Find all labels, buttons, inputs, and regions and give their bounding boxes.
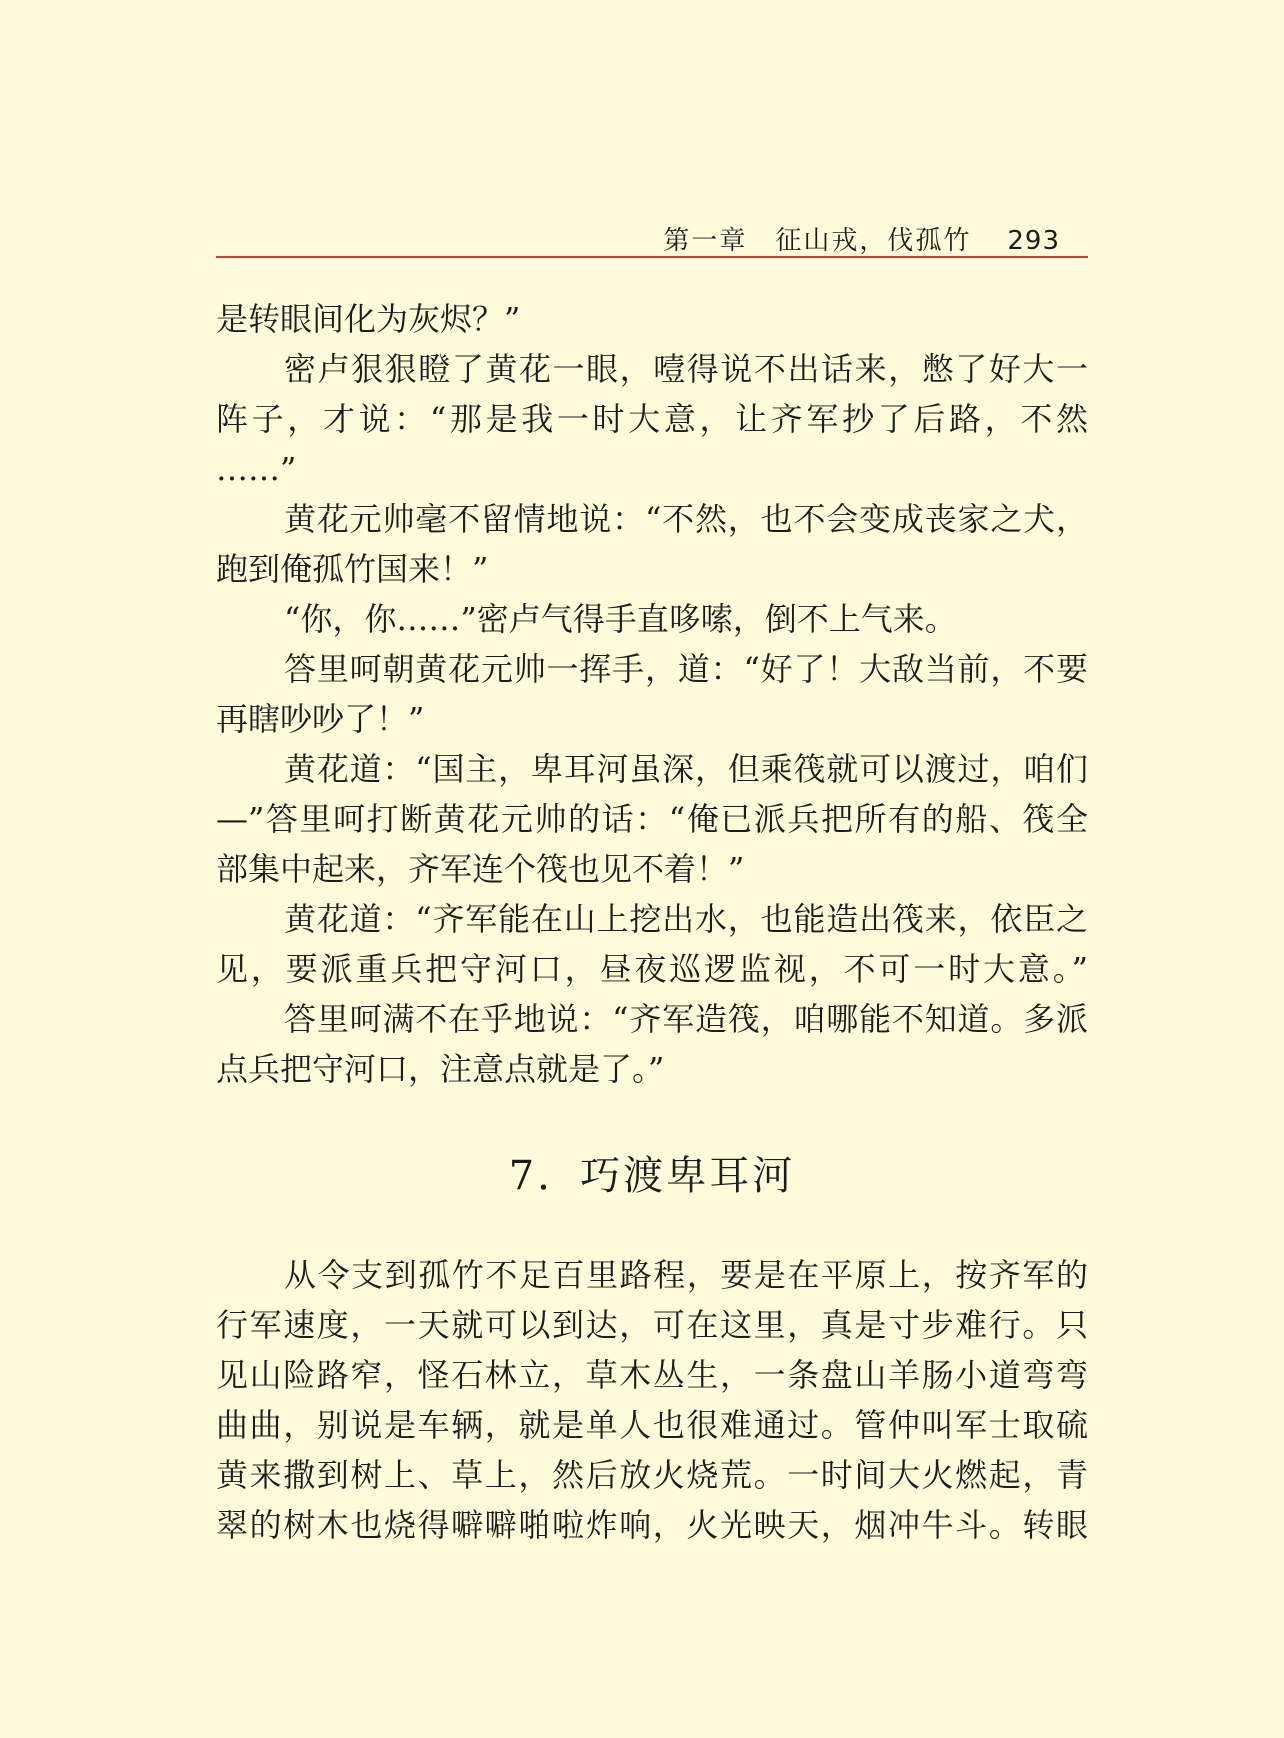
body-text-bottom xyxy=(216,1250,1088,1550)
text-line: 点兵把守河口，注意点就是了。” xyxy=(216,1050,665,1088)
text-line: 再瞎吵吵了！” xyxy=(216,700,425,738)
text-line: 部集中起来，齐军连个筏也见不着！” xyxy=(216,850,745,888)
header-text xyxy=(663,220,1060,257)
text-line: 答里呵朝黄花元帅一挥手，道：“好了！大敌当前，不要 xyxy=(284,650,1088,688)
text-line: 黄来撒到树上、草上，然后放火烧荒。一时间大火燃起，青 xyxy=(216,1456,1088,1494)
page-number: 293 xyxy=(1007,226,1060,256)
text-line: 见山险路窄，怪石林立，草木丛生，一条盘山羊肠小道弯弯 xyxy=(216,1356,1088,1394)
chapter-title: 第一章 征山戎，伐孤竹 xyxy=(663,226,972,256)
text-line: ……” xyxy=(216,450,297,488)
text-line: 答里呵满不在乎地说：“齐军造筏，咱哪能不知道。多派 xyxy=(284,1000,1088,1038)
text-line: 阵子，才说：“那是我一时大意，让齐军抄了后路，不然 xyxy=(216,400,1088,438)
text-line: 是转眼间化为灰烬？” xyxy=(216,300,521,338)
text-line: 翠的树木也烧得噼噼啪啦炸响，火光映天，烟冲牛斗。转眼 xyxy=(216,1506,1088,1544)
text-line: —”答里呵打断黄花元帅的话：“俺已派兵把所有的船、筏全 xyxy=(216,800,1088,838)
running-header xyxy=(216,214,1088,258)
text-line: “你，你……”密卢气得手直哆嗦，倒不上气来。 xyxy=(284,600,957,638)
text-line: 跑到俺孤竹国来！” xyxy=(216,550,489,588)
text-line: 曲曲，别说是车辆，就是单人也很难通过。管仲叫军士取硫 xyxy=(216,1406,1088,1444)
text-line: 行军速度，一天就可以到达，可在这里，真是寸步难行。只 xyxy=(216,1306,1088,1344)
text-line: 黄花道：“国主，卑耳河虽深，但乘筏就可以渡过，咱们 xyxy=(284,750,1088,788)
text-line: 从令支到孤竹不足百里路程，要是在平原上，按齐军的 xyxy=(284,1256,1088,1294)
header-rule xyxy=(216,256,1088,258)
text-line: 密卢狠狠瞪了黄花一眼，噎得说不出话来，憋了好大一 xyxy=(284,350,1088,388)
text-line: 黄花道：“齐军能在山上挖出水，也能造出筏来，依臣之 xyxy=(284,900,1088,938)
section-title: 7．巧渡卑耳河 xyxy=(508,1153,796,1199)
body-text-top xyxy=(216,294,1088,1094)
text-line: 黄花元帅毫不留情地说：“不然，也不会变成丧家之犬， xyxy=(284,500,1088,538)
text-line: 见，要派重兵把守河口，昼夜巡逻监视，不可一时大意。” xyxy=(216,950,1088,988)
